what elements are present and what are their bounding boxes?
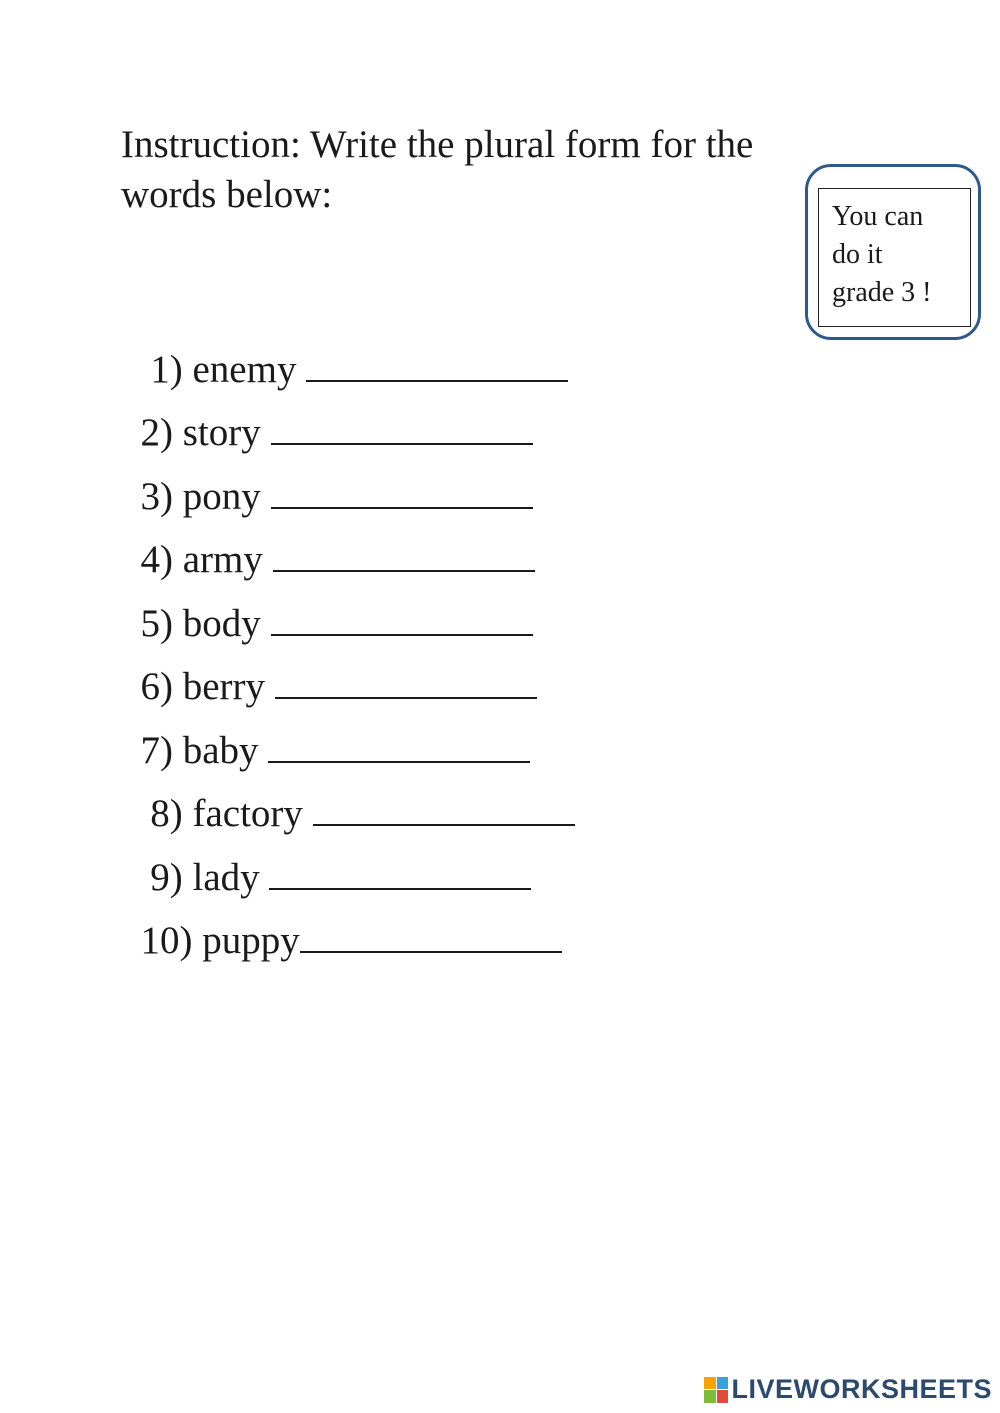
instruction-text: Instruction: Write the plural form for the words below: xyxy=(121,123,754,216)
encouragement-box xyxy=(805,164,981,340)
encouragement-line: You can xyxy=(832,201,924,232)
logo-tile xyxy=(717,1377,729,1390)
item-label: 6) berry xyxy=(140,665,275,708)
item-label: 8) factory xyxy=(140,792,313,835)
item-label: 10) puppy xyxy=(140,919,300,962)
brand-name: LIVEWORKSHEETS xyxy=(731,1374,992,1404)
logo-tile xyxy=(717,1390,729,1403)
item-label: 7) baby xyxy=(140,729,269,772)
item-label: 5) body xyxy=(140,602,271,645)
encouragement-line: do it xyxy=(832,239,883,270)
liveworksheets-brand xyxy=(704,1374,992,1405)
item-label: 2) story xyxy=(140,411,271,454)
encouragement-text xyxy=(818,188,971,327)
liveworksheets-logo-icon xyxy=(704,1377,728,1403)
logo-tile xyxy=(704,1377,716,1390)
item-label: 1) enemy xyxy=(140,348,307,391)
encouragement-line: grade 3 ! xyxy=(832,277,932,308)
exercise-item xyxy=(121,871,562,963)
item-label: 9) lady xyxy=(140,856,270,899)
answer-blank[interactable] xyxy=(300,915,562,953)
item-label: 4) army xyxy=(140,538,273,581)
item-label: 3) pony xyxy=(140,475,271,518)
logo-tile xyxy=(704,1390,716,1403)
